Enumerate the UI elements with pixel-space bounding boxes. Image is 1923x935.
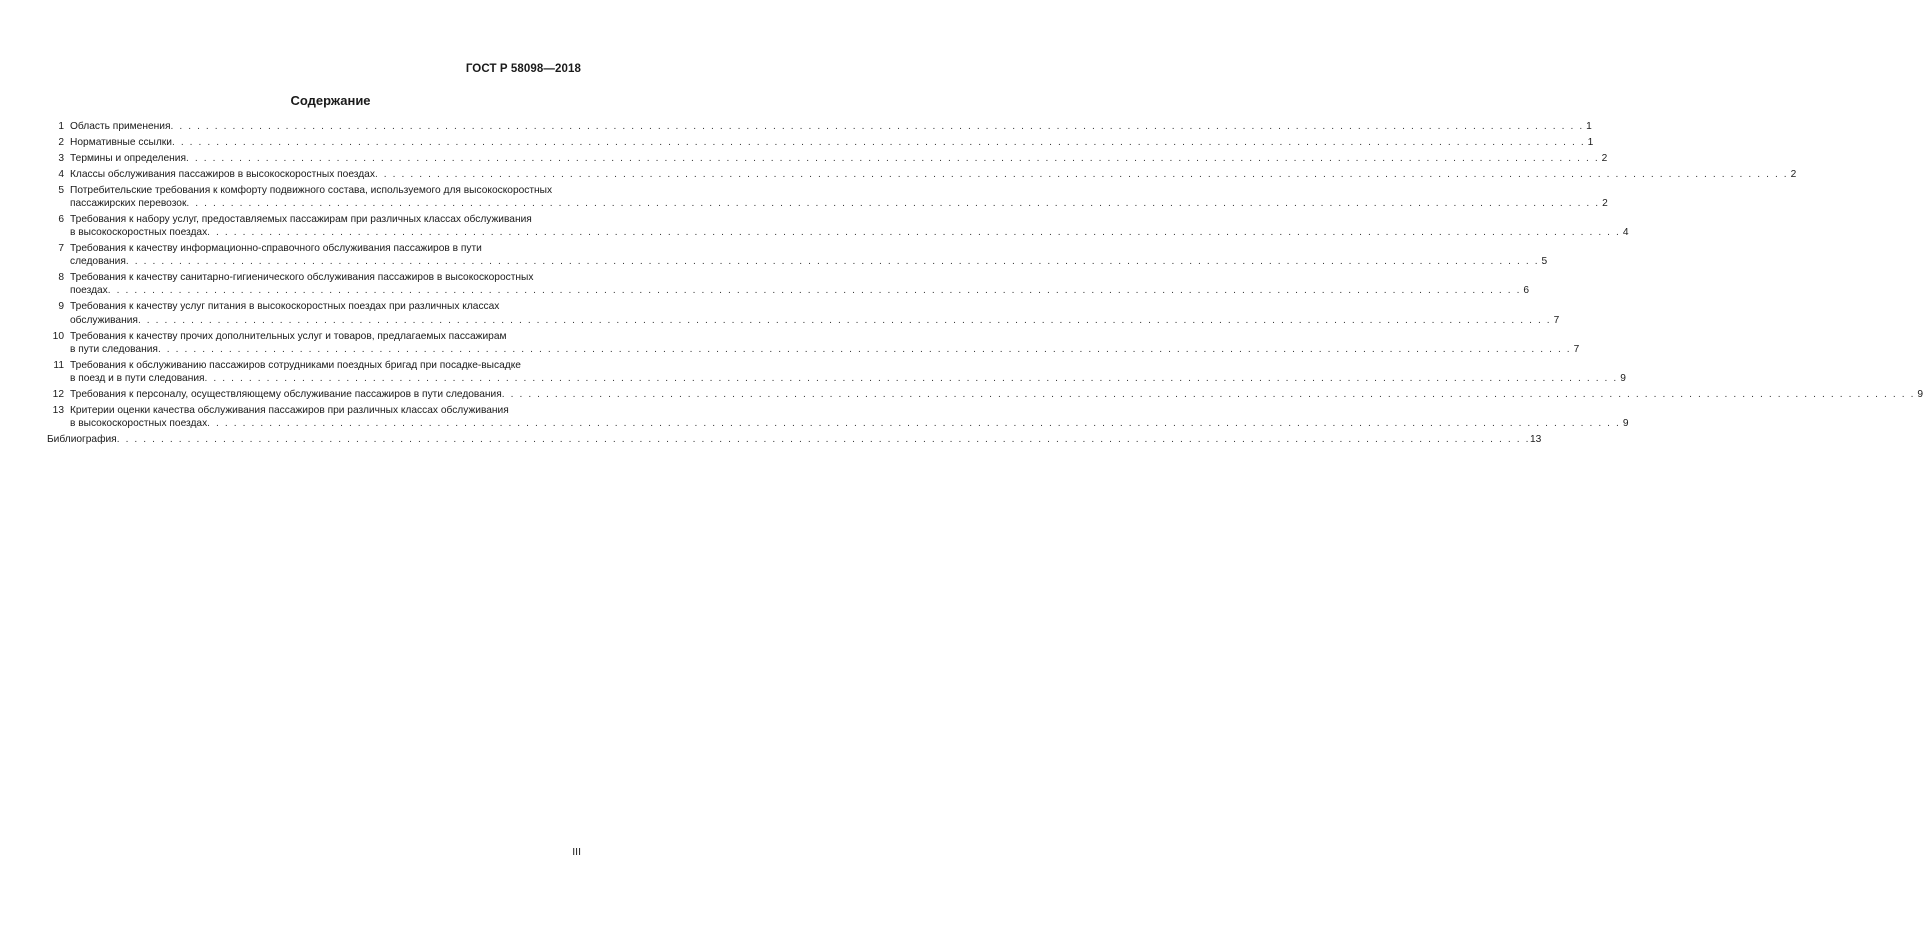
toc-entry-page: 5 xyxy=(1541,256,1548,268)
toc-entry-line xyxy=(47,242,583,255)
toc-entry-title: Требования к качеству санитарно-гигиенического обслуживания пассажиров в высокоскоростных xyxy=(70,272,534,284)
toc-entry-title: в высокоскоростных поездах xyxy=(70,418,208,430)
dot-leader xyxy=(158,343,1571,356)
table-of-contents xyxy=(47,120,1923,449)
toc-entry[interactable] xyxy=(47,136,1594,149)
toc-entry-line xyxy=(47,213,583,226)
toc-entry-page: 1 xyxy=(1587,136,1594,148)
toc-entry-title: в пути следования xyxy=(70,343,158,355)
toc-entry-title: следования xyxy=(70,256,126,268)
toc-entry[interactable] xyxy=(47,168,1797,181)
bibliography-page: 13 xyxy=(1530,433,1542,445)
toc-entry-number: 4 xyxy=(58,168,64,180)
toc-entry-line xyxy=(47,300,583,313)
toc-entry-line xyxy=(47,168,1797,181)
dot-leader xyxy=(207,226,1620,239)
toc-entry-line xyxy=(47,152,1608,165)
toc-entry-page: 2 xyxy=(1602,197,1608,209)
toc-bibliography[interactable] xyxy=(47,433,1542,446)
toc-entry-title: Термины и определения xyxy=(70,152,186,164)
dot-leader xyxy=(502,388,1915,401)
document-code: ГОСТ Р 58098—2018 xyxy=(465,63,581,75)
toc-entry-line xyxy=(47,417,1629,430)
dot-leader xyxy=(170,120,1583,133)
toc-entry[interactable] xyxy=(47,242,1548,269)
dot-leader xyxy=(138,314,1551,327)
toc-entry-number: 5 xyxy=(58,184,64,196)
toc-entry-title: в высокоскоростных поездах xyxy=(70,227,208,239)
toc-entry-line xyxy=(47,120,1592,133)
dot-leader xyxy=(172,136,1585,149)
toc-entry-title: Нормативные ссылки xyxy=(70,136,172,148)
toc-entry-title: поездах xyxy=(70,285,108,297)
toc-title: Содержание xyxy=(290,93,371,108)
toc-entry[interactable] xyxy=(47,404,1629,431)
toc-entry-page: 9 xyxy=(1917,388,1923,400)
dot-leader xyxy=(375,168,1788,181)
toc-entry[interactable] xyxy=(47,152,1608,165)
toc-entry-title: Требования к качеству прочих дополнительных услуг и товаров, предлагаемых пассажирам xyxy=(70,330,507,342)
toc-entry-title: Требования к набору услуг, предоставляемых пассажирам при различных классах обслуживания xyxy=(70,213,532,225)
toc-entry-line xyxy=(47,388,1923,401)
toc-entry-page: 2 xyxy=(1790,168,1797,180)
bibliography-label: Библиография xyxy=(47,433,117,445)
toc-entry-title: обслуживания xyxy=(70,314,138,326)
toc-entry-number: 10 xyxy=(52,330,64,342)
toc-entry-number: 8 xyxy=(58,272,64,284)
toc-entry-number: 9 xyxy=(58,301,64,313)
toc-entry-page: 7 xyxy=(1553,314,1560,326)
toc-entry-title: Область применения xyxy=(70,121,171,132)
dot-leader xyxy=(186,152,1599,165)
toc-entry-line xyxy=(47,255,1548,268)
toc-entry-title: Критерии оценки качества обслуживания пассажиров при различных классах обслуживания xyxy=(70,404,509,416)
toc-entry-number: 12 xyxy=(52,388,64,400)
toc-entry-number: 1 xyxy=(58,121,64,132)
dot-leader xyxy=(117,433,1530,446)
toc-entry-line xyxy=(47,372,1626,385)
toc-entry-line xyxy=(47,271,583,284)
toc-entry-title: пассажирских перевозок xyxy=(70,197,187,209)
dot-leader xyxy=(207,417,1620,430)
toc-entry[interactable] xyxy=(47,388,1923,401)
toc-entry-title: Требования к персоналу, осуществляющему обслуживание пассажиров в пути следования xyxy=(70,388,502,400)
toc-entry[interactable] xyxy=(47,271,1530,298)
toc-entry-title: Требования к качеству услуг питания в высокоскоростных поездах при различных классах xyxy=(70,301,500,313)
toc-entry-page: 2 xyxy=(1601,152,1608,164)
toc-entry-title: Требования к качеству информационно-справочного обслуживания пассажиров в пути xyxy=(70,242,482,254)
toc-entry-line xyxy=(47,197,1608,210)
toc-entry-line xyxy=(47,226,1629,239)
page-number: III xyxy=(572,846,581,858)
toc-entry-number: 11 xyxy=(53,359,64,371)
toc-entry-number: 13 xyxy=(52,404,64,416)
toc-entry-page: 1 xyxy=(1586,121,1592,132)
dot-leader xyxy=(205,372,1618,385)
toc-entry-line xyxy=(47,359,583,372)
toc-entry-number: 6 xyxy=(58,213,64,225)
toc-entry[interactable] xyxy=(47,330,1580,357)
toc-entry-title: Потребительские требования к комфорту подвижного состава, используемого для высокоскоростных xyxy=(70,184,553,196)
toc-entry-number: 2 xyxy=(58,136,64,148)
toc-entry-page: 9 xyxy=(1620,372,1626,384)
toc-entry-page: 6 xyxy=(1523,285,1530,297)
toc-entry[interactable] xyxy=(47,359,1626,386)
toc-entry-page: 7 xyxy=(1573,343,1580,355)
toc-entry-line xyxy=(47,184,583,197)
toc-entry[interactable] xyxy=(47,213,1629,240)
dot-leader xyxy=(126,255,1539,268)
toc-entry-line xyxy=(47,343,1580,356)
toc-entry[interactable] xyxy=(47,184,1608,211)
toc-entry[interactable] xyxy=(47,300,1560,327)
toc-entry-page: 9 xyxy=(1622,418,1629,430)
toc-entry-title: в поезд и в пути следования xyxy=(70,372,205,384)
toc-entry-line xyxy=(47,314,1560,327)
toc-entry-number: 3 xyxy=(58,152,64,164)
toc-entry-number: 7 xyxy=(58,242,64,254)
toc-entry-line xyxy=(47,433,1542,446)
toc-entry-line xyxy=(47,136,1594,149)
dot-leader xyxy=(108,284,1521,297)
toc-entry-line xyxy=(47,404,583,417)
toc-entry-page: 4 xyxy=(1622,227,1629,239)
toc-entry-line xyxy=(47,284,1530,297)
toc-entry[interactable] xyxy=(47,120,1592,133)
dot-leader xyxy=(186,197,1599,210)
toc-entry-title: Классы обслуживания пассажиров в высокоскоростных поездах xyxy=(70,168,375,180)
toc-entry-title: Требования к обслуживанию пассажиров сотрудниками поездных бригад при посадке-высадке xyxy=(70,359,521,371)
toc-entry-line xyxy=(47,330,583,343)
